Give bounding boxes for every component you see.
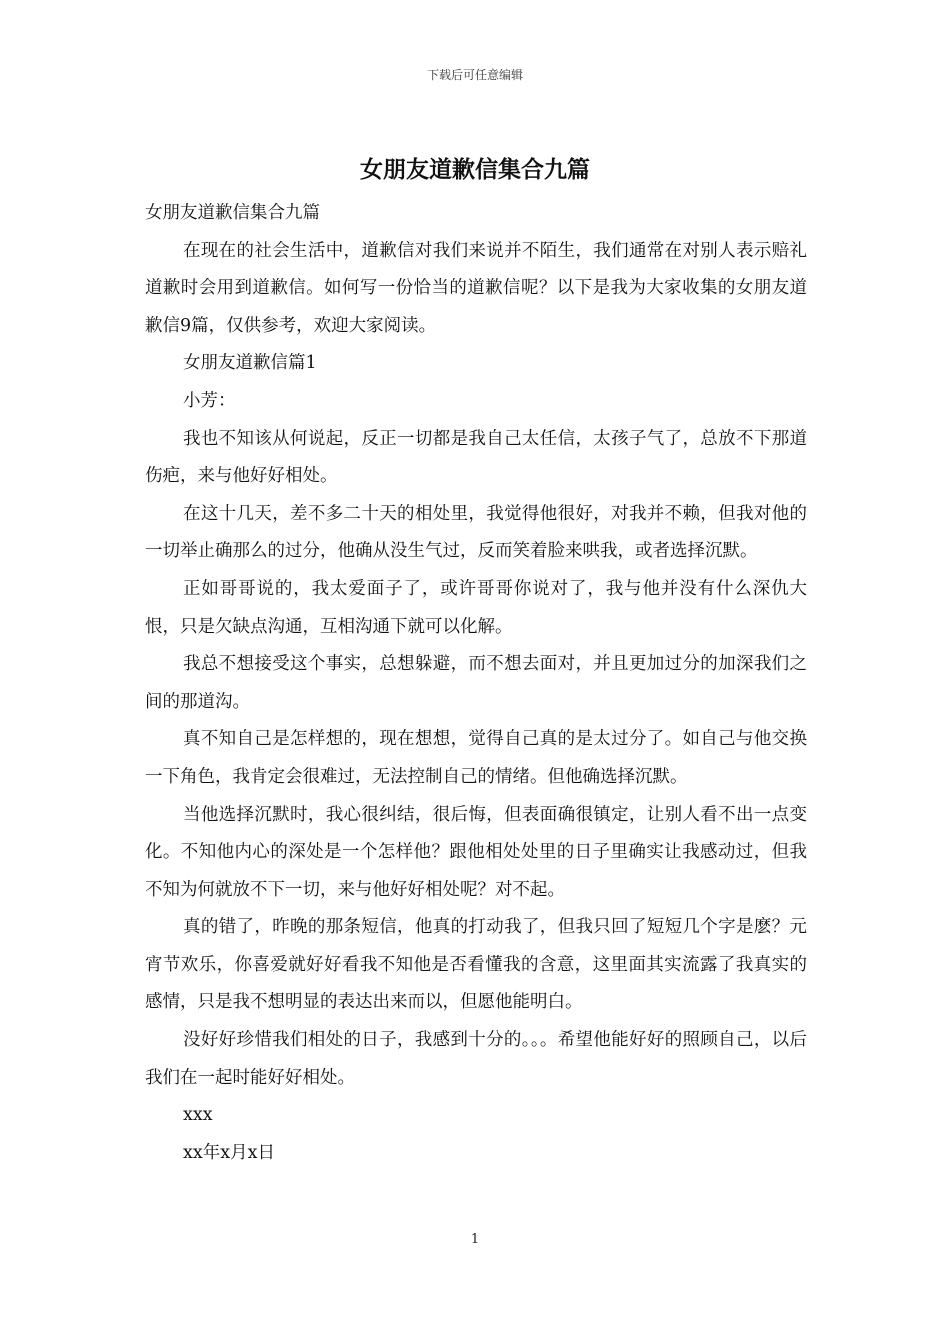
header-note: 下载后可任意编辑 — [426, 68, 523, 82]
paragraph: 在现在的社会生活中，道歉信对我们来说并不陌生，我们通常在对别人表示赔礼道歉时会用到道歉信。如何写一份恰当的道歉信呢？以下是我为大家收集的女朋友道歉信9篇，仅供参考，欢迎大家阅读。 — [145, 240, 807, 336]
paragraph: 在这十几天，差不多二十天的相处里，我觉得他很好，对我并不赖，但我对他的一切举止确那么的过分，他确从没生气过，反而笑着脸来哄我，或者选择沉默。 — [145, 503, 807, 562]
document-title: 女朋友道歉信集合九篇 — [360, 156, 590, 183]
paragraph: 我也不知该从何说起，反正一切都是我自己太任信，太孩子气了，总放不下那道伤疤，来与他好好相处。 — [145, 428, 807, 487]
salutation: 小芳： — [183, 390, 236, 411]
section-heading: 女朋友道歉信篇1 — [183, 353, 317, 374]
document-body — [145, 195, 807, 1172]
page-number: 1 — [470, 1232, 480, 1247]
paragraph: 当他选择沉默时，我心很纠结，很后悔，但表面确很镇定，让别人看不出一点变化。不知他内心的深处是一个怎样他？跟他相处处里的日子里确实让我感动过，但我不知为何就放不下一切，来与他好好相处呢？对不起。 — [145, 804, 807, 900]
paragraph: 正如哥哥说的，我太爱面子了，或许哥哥你说对了，我与他并没有什么深仇大恨，只是欠缺点沟通，互相沟通下就可以化解。 — [145, 578, 807, 637]
date-line: xx年x月x日 — [183, 1142, 275, 1163]
paragraph: 真的错了，昨晚的那条短信，他真的打动我了，但我只回了短短几个字是麽？元宵节欢乐，你喜爱就好好看我不知他是否看懂我的含意，这里面其实流露了我真实的感情，只是我不想明显的表达出来而以，但愿他能明白。 — [145, 917, 807, 1013]
paragraph: 女朋友道歉信集合九篇 — [145, 203, 320, 223]
paragraph: 真不知自己是怎样想的，现在想想，觉得自己真的是太过分了。如自己与他交换一下角色，我肯定会很难过，无法控制自己的情绪。但他确选择沉默。 — [145, 729, 807, 787]
paragraph: 没好好珍惜我们相处的日子，我感到十分的。。。希望他能好好的照顾自己，以后我们在一起时能好好相处。 — [145, 1030, 807, 1088]
signature: xxx — [183, 1105, 213, 1126]
paragraph: 我总不想接受这个事实，总想躲避，而不想去面对，并且更加过分的加深我们之间的那道沟。 — [145, 654, 807, 712]
